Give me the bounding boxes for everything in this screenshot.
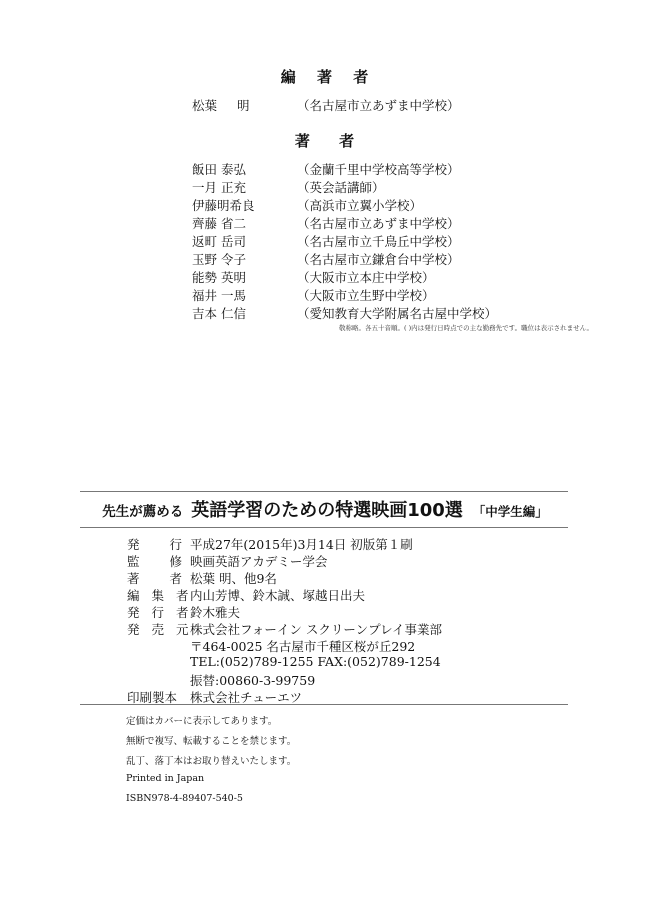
author-affiliation: （大阪市立本庄中学校）	[297, 270, 435, 285]
colophon-label: 発 売 元	[127, 622, 193, 637]
colophon-value: 〒464-0025 名古屋市千種区桜が丘292	[190, 639, 416, 654]
colophon-label: 編 集 者	[127, 588, 193, 603]
colophon-value: 平成27年(2015年)3月14日 初版第１刷	[190, 537, 413, 552]
author-name: 吉本 仁信	[192, 306, 246, 321]
colophon-value: 内山芳博、鈴木誠、塚越日出夫	[190, 588, 366, 603]
divider-title	[80, 527, 568, 528]
footer-line: 定価はカバーに表示してあります。	[126, 716, 278, 727]
colophon-label: 監 修	[127, 554, 195, 569]
colophon-value: 振替:00860-3-99759	[190, 673, 316, 688]
footer-line: Printed in Japan	[126, 773, 205, 784]
author-affiliation: （高浜市立翼小学校）	[297, 198, 423, 213]
editor-name: 松葉 明	[192, 98, 250, 113]
author-name: 玉野 令子	[192, 252, 246, 267]
footer-line: 無断で複写、転載することを禁じます。	[126, 736, 297, 747]
footer-line: 乱丁、落丁本はお取り替えいたします。	[126, 756, 297, 767]
authors-note: 敬称略。各五十音順。( )内は発行日時点での主な勤務先です。職位は表示されません。	[338, 324, 593, 332]
editor-affiliation: （名古屋市立あずま中学校）	[297, 98, 460, 113]
author-name: 伊藤明希良	[192, 198, 255, 213]
colophon-label: 発 行 者	[127, 605, 193, 620]
author-affiliation: （名古屋市立あずま中学校）	[297, 216, 460, 231]
book-title-main: 英語学習のための特選映画100選	[191, 500, 463, 521]
author-name: 福井 一馬	[192, 288, 246, 303]
author-affiliation: （名古屋市立鎌倉台中学校）	[297, 252, 460, 267]
colophon-value: 鈴木雅夫	[190, 605, 241, 620]
author-affiliation: （愛知教育大学附属名古屋中学校）	[297, 306, 498, 321]
author-name: 齊藤 省二	[192, 216, 246, 231]
book-title-subtitle: 「中学生編」	[472, 504, 548, 519]
colophon-label: 発 行	[127, 537, 195, 552]
colophon-value: 映画英語アカデミー学会	[190, 554, 328, 569]
author-affiliation: （英会話講師）	[297, 180, 385, 195]
footer-line: ISBN978-4-89407-540-5	[126, 793, 243, 804]
colophon-label: 著 者	[127, 571, 195, 586]
author-name: 一月 正充	[192, 180, 246, 195]
author-name: 能勢 英明	[192, 270, 246, 285]
colophon-value: 株式会社チューエツ	[190, 690, 303, 705]
editor-heading: 編 著 者	[280, 68, 370, 86]
authors-heading: 著 者	[294, 132, 356, 150]
colophon-value: TEL:(052)789-1255 FAX:(052)789-1254	[190, 654, 441, 669]
colophon-value: 松葉 明、他9名	[190, 571, 277, 586]
author-affiliation: （名古屋市立千鳥丘中学校）	[297, 234, 460, 249]
author-name: 飯田 泰弘	[192, 162, 246, 177]
divider-top	[80, 491, 568, 492]
author-name: 返町 岳司	[192, 234, 246, 249]
author-affiliation: （金蘭千里中学校高等学校）	[297, 162, 460, 177]
divider-bottom	[80, 704, 568, 705]
book-title-prefix: 先生が薦める	[102, 504, 184, 520]
book-title	[0, 496, 650, 522]
colophon-value: 株式会社フォーイン スクリーンプレイ事業部	[190, 622, 442, 637]
colophon-label: 印刷製本	[127, 690, 178, 705]
author-affiliation: （大阪市立生野中学校）	[297, 288, 435, 303]
